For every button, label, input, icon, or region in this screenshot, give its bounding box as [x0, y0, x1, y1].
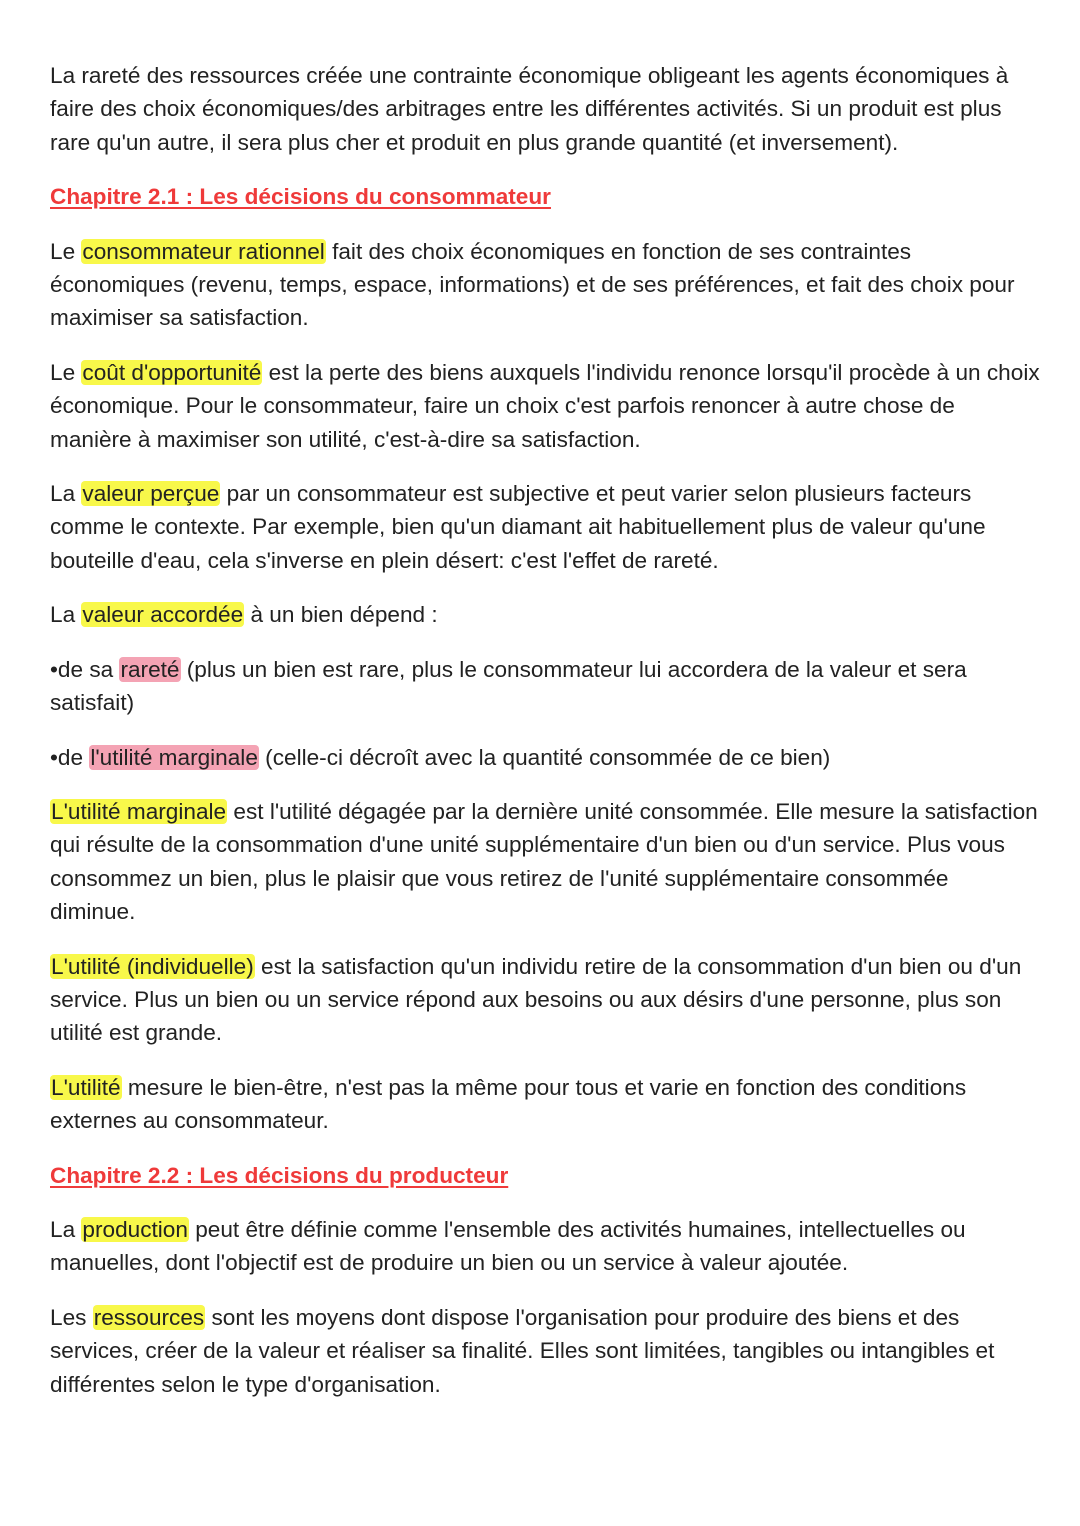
- text-segment: par un consommateur est subjective et peut varier selon plusieurs facteurs comme le contexte. Par exemple, bien qu'un diamant ait habituellement plus de valeur qu'une bouteille d'eau, cela s'inverse en plein désert: c'est l'effet de rareté.: [50, 481, 986, 573]
- text-segment: mesure le bien-être, n'est pas la même pour tous et varie en fonction des conditions externes au consommateur.: [50, 1074, 967, 1134]
- paragraph: [50, 1071, 1040, 1138]
- paragraph: [50, 235, 1040, 335]
- paragraph: [50, 477, 1040, 577]
- paragraph: [50, 1301, 1040, 1401]
- highlighted-term: L'utilité marginale: [51, 798, 227, 824]
- text-segment: La rareté des ressources créée une contrainte économique obligeant les agents économiques à faire des choix économiques/des arbitrages entre les différentes activités. Si un produit est plus rare qu'un autre, il sera plus cher et produit en plus grande quantité (et inversement).: [50, 63, 1009, 155]
- text-segment: est la perte des biens auxquels l'individu renonce lorsqu'il procède à un choix économique. Pour le consommateur, faire un choix c'est parfois renoncer à autre chose de manière à maximiser son utilité, c'est-à-dire sa satisfaction.: [50, 359, 1040, 452]
- highlighted-term: coût d'opportunité: [82, 359, 262, 385]
- paragraph: [50, 950, 1040, 1050]
- document-page: [50, 59, 1040, 1422]
- text-segment: Les: [50, 1304, 93, 1330]
- highlighted-term: valeur accordée: [82, 602, 244, 628]
- paragraph: [50, 741, 1040, 774]
- highlighted-term: L'utilité: [51, 1074, 121, 1100]
- text-segment: fait des choix économiques en fonction de ses contraintes économiques (revenu, temps, espace, informations) et de ses préférences, et fait des choix pour maximiser sa satisfaction.: [50, 238, 1015, 331]
- chapter-heading: [50, 180, 1040, 213]
- text-segment: est l'utilité dégagée par la dernière unité consommée. Elle mesure la satisfaction qui résulte de la consommation d'une unité supplémentaire d'un bien ou d'un service. Plus vous consommez un bien, plus le plaisir que vous retirez de l'unité supplémentaire consommée diminue.: [50, 798, 1038, 925]
- text-segment: peut être définie comme l'ensemble des activités humaines, intellectuelles ou manuelles, dont l'objectif est de produire un bien ou un service à valeur ajoutée.: [50, 1216, 966, 1276]
- paragraph: [50, 795, 1040, 929]
- paragraph: [50, 653, 1040, 720]
- text-segment: est la satisfaction qu'un individu retire de la consommation d'un bien ou d'un service. Plus un bien ou un service répond aux besoins ou aux désirs d'une personne, plus son utilité est grande.: [50, 953, 1022, 1046]
- paragraph: [50, 59, 1040, 159]
- text-segment: La: [50, 602, 82, 628]
- text-segment: Chapitre 2.2 : Les décisions du producteur: [50, 1162, 509, 1188]
- highlighted-term: consommateur rationnel: [82, 238, 325, 264]
- chapter-heading: [50, 1159, 1040, 1192]
- text-segment: (celle-ci décroît avec la quantité consommée de ce bien): [258, 744, 831, 770]
- text-segment: Le: [50, 238, 82, 264]
- text-segment: Le: [50, 359, 82, 385]
- highlighted-term: rareté: [120, 656, 180, 682]
- highlighted-term: production: [82, 1216, 188, 1242]
- text-segment: sont les moyens dont dispose l'organisation pour produire des biens et des services, créer de la valeur et réaliser sa finalité. Elles sont limitées, tangibles ou intangibles et différentes selon le type d'organisation.: [50, 1304, 995, 1397]
- paragraph: [50, 1213, 1040, 1280]
- highlighted-term: valeur perçue: [82, 481, 220, 507]
- text-segment: (plus un bien est rare, plus le consommateur lui accordera de la valeur et sera satisfait): [50, 656, 967, 716]
- text-segment: La: [50, 1216, 82, 1242]
- text-segment: •de: [50, 744, 90, 770]
- highlighted-term: ressources: [93, 1304, 205, 1330]
- text-segment: Chapitre 2.1 : Les décisions du consommateur: [50, 184, 551, 210]
- text-segment: •de sa: [50, 656, 120, 682]
- text-segment: à un bien dépend :: [244, 602, 438, 628]
- highlighted-term: l'utilité marginale: [90, 744, 258, 770]
- paragraph: [50, 598, 1040, 631]
- text-segment: La: [50, 481, 82, 507]
- highlighted-term: L'utilité (individuelle): [51, 953, 254, 979]
- paragraph: [50, 356, 1040, 456]
